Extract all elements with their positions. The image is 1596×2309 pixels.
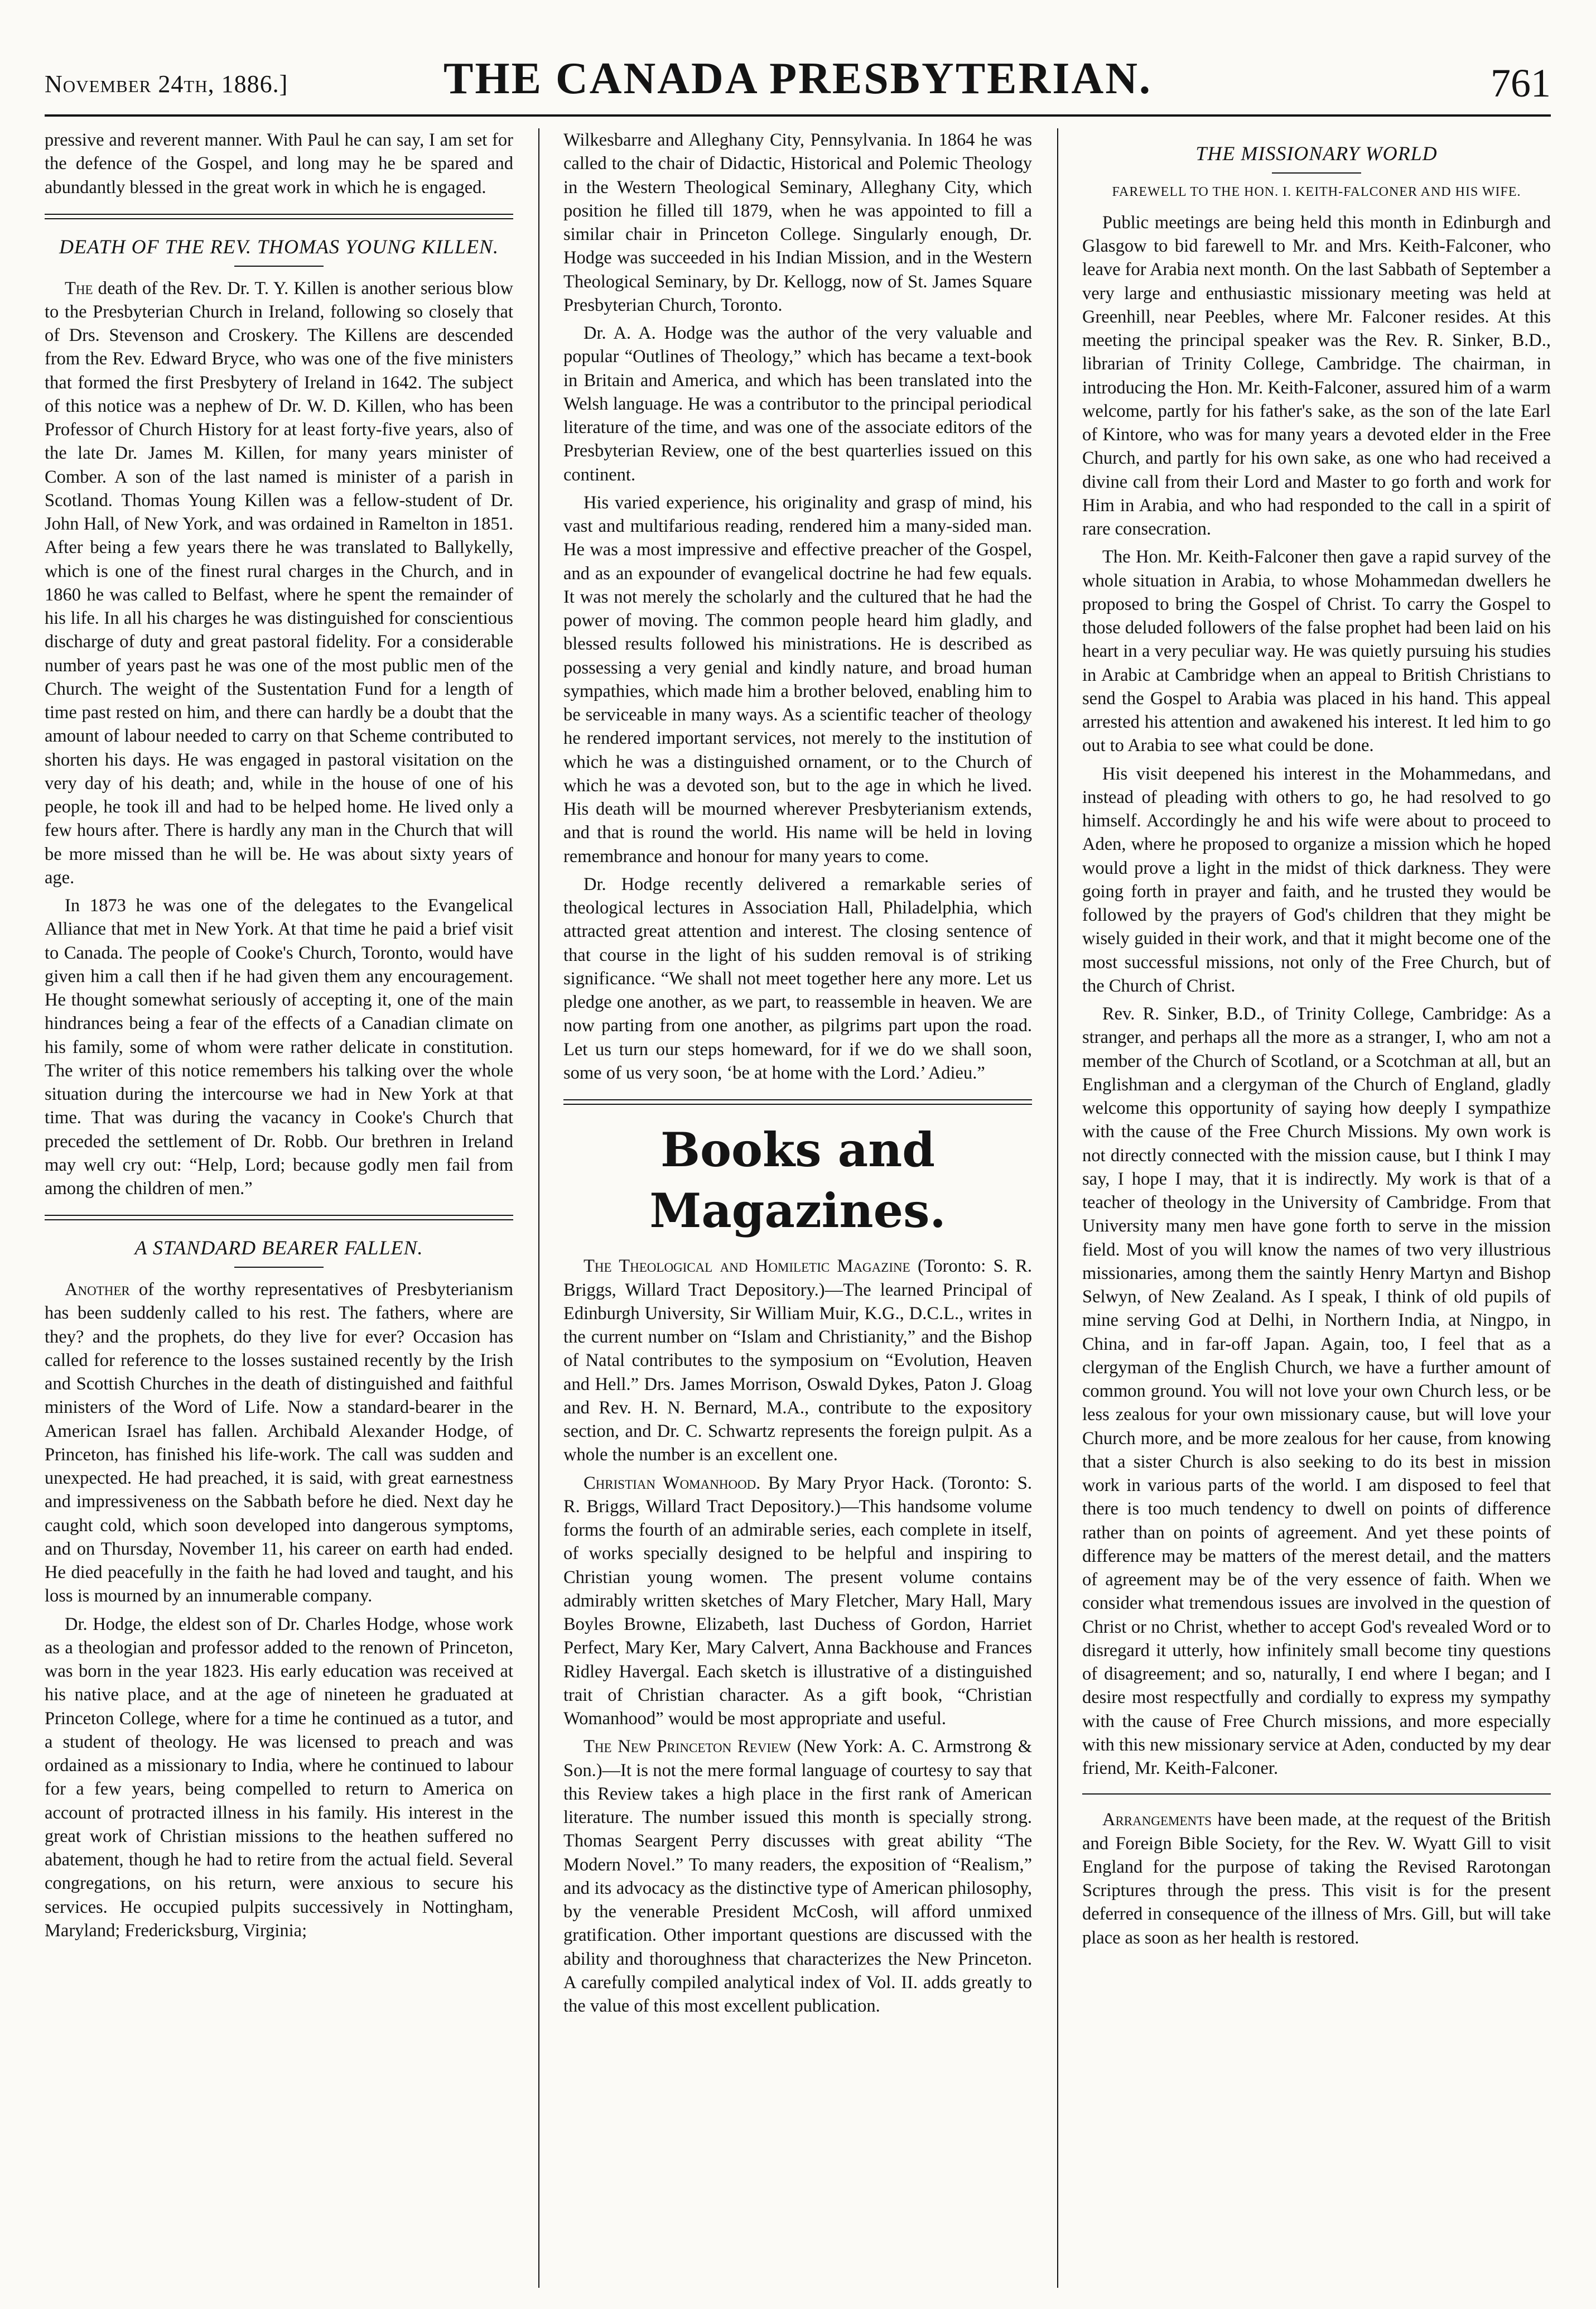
review-body: (Toronto: S. R. Briggs, Willard Tract Depository.)—The learned Principal of Edinburgh University, Sir William Muir, K.G., D.C.L., writes in the current number on “Islam and Christianity,” and the Bishop of Natal contributes to the symposium on “Evolution, Heaven and Hell.” Drs. James Morrison, Oswald Dykes, Paton J. Gloag and Rev. H. N. Bernard, M.A., contribute to the expository section, and Dr. C. Schwartz represents the foreign pulpit. As a whole the number is an excellent one. <box>563 1256 1032 1465</box>
review-paragraph <box>563 1471 1032 1731</box>
article-paragraph: His visit deepened his interest in the Mohammedans, and instead of pleading with others to go, he had resolved to go himself. Accordingly he and his wife were about to proceed to Aden, where he proposed to organize a mission which he hoped would prove a light in the midst of thick darkness. They were going forth in prayer and faith, and he trusted they would be followed by the prayers of God's children that they might be wisely guided in their work, and that it might become one of the most successful missions, not only of the Free Church, but of the Church of Christ. <box>1082 763 1551 996</box>
page-number: 761 <box>1491 61 1551 105</box>
article-carryover: pressive and reverent manner. With Paul he can say, I am set for the defence of the Gospel, and long may he be spared and abundantly blessed in the great work in which he is engaged. <box>45 130 513 198</box>
section-divider <box>563 1099 1032 1105</box>
masthead-rule <box>45 114 1551 117</box>
article-paragraph: Rev. R. Sinker, B.D., of Trinity College, Cambridge: As a stranger, and perhaps all the more as a stranger, I, who am not a member of the Church of Scotland, or a Scotchman at all, but an Englishman and a clergyman of the Church of England, gladly welcome this opportunity of saying how deeply I sympathize with the cause of the Free Church Missions. My own work is not directly connected with the mission cause, but I think I may say, I hope I may, that it is indirectly. My work is that of a teacher of theology in the University of Cambridge. From that University many men have gone forth to serve in the mission field. Most of you will know the names of two very illustrious missionaries, among them the saintly Henry Martyn and Bishop Selwyn, of New Zealand. As I speak, I think of old pupils of mine serving God at Delhi, in Northern India, at Ningpo, in China, and in far-off Japan. Again, too, I feel that as a clergyman of the English Church, we have a further amount of common ground. You will not love your own Church less, or be less zealous for your own missionary cause, but will love your Church more, and be more zealous for her cause, from knowing that a sister Church is also seeking to do its best in mission work in various parts of the world. I am disposed to feel that there is too much tendency to dwell on points of difference rather than on points of agreement. And yet these points of difference may be matters of the merest detail, and the matters of agreement may be of the very essence of faith. When we consider what tremendous issues are involved in the question of Christ or no Christ, whether to accept God's revealed Word or to disregard it utterly, how infinitely small become tiny questions of disagreement; and so, naturally, I end where I began; and I desire most respectfully and cordially to express my sympathy with the cause of Free Church missions, and more especially with this new missionary service at Aden, conducted by my dear friend, Mr. Keith-Falconer. <box>1082 1004 1551 1779</box>
paragraph-lead: The <box>65 278 93 299</box>
column-divider <box>1057 128 1058 2288</box>
article-subheading: FAREWELL TO THE HON. I. KEITH-FALCONER AND HIS WIFE. <box>1112 184 1521 199</box>
article-paragraph: Dr. A. A. Hodge was the author of the very valuable and popular “Outlines of Theology,” which has became a text-book in Britain and America, and which has been translated into the Welsh language. He was a contributor to the principal periodical literature of the time, and was one of the associate editors of the Presbyterian Review, one of the best quarterlies issued on this continent. <box>563 323 1032 485</box>
article-paragraph: Wilkesbarre and Alleghany City, Pennsylvania. In 1864 he was called to the chair of Didactic, Historical and Polemic Theology in the Western Theological Seminary, Alleghany City, which position he filled till 1879, when he was appointed to fill a similar chair in Princeton College. Singularly enough, Dr. Hodge was succeeded in his Indian Mission, and in the Western Theological Seminary, by Dr. Kellogg, now of St. James Square Presbyterian Church, Toronto. <box>563 130 1032 315</box>
paragraph-lead: Arrangements <box>1102 1810 1212 1830</box>
review-body: (New York: A. C. Armstrong & Son.)—It is not the mere formal language of courtesy to say that this Review takes a high place in the first rank of American literature. The number issued this month is specially strong. Thomas Seargent Perry discusses with great ability “The Modern Novel.” To many readers, the exposition of “Realism,” and its advocacy as the distinctive type of American philosophy, by the venerable President McCosh, will afford unmixed gratification. Other important questions are discussed with the ability and thoroughness that characterizes the New Princeton. A carefully compiled analytical index of Vol. II. adds greatly to the value of this most excellent publication. <box>563 1736 1032 2017</box>
article-headline-killen: DEATH OF THE REV. THOMAS YOUNG KILLEN. <box>59 235 499 258</box>
paragraph-body: death of the Rev. Dr. T. Y. Killen is another serious blow to the Presbyterian Church in Ireland, following so closely that of Drs. Stevenson and Croskery. The Killens are descended from the Rev. Edward Bryce, who was one of the five ministers that formed the first Presbytery of Ireland in 1642. The subject of this notice was a nephew of Dr. W. D. Killen, who has been Professor of Church History for at least forty-five years, also of the late Dr. James M. Killen, for many years minister of Comber. A son of the last named is minister of a parish in Scotland. Thomas Young Killen was a fellow-student of Dr. John Hall, of New York, and was ordained in Ramelton in 1851. After being a few years there he was translated to Ballykelly, which is one of the finest rural charges in the Church, and in 1860 he was called to Belfast, where he spent the remainder of his life. In all his charges he was distinguished for conscientious discharge of duty and great pastoral fidelity. For a considerable number of years past he was one of the most public men of the Church. The weight of the Sustentation Fund for a length of time past rested on him, and there can hardly be a doubt that the amount of labour needed to carry on that Scheme contributed to shorten his days. He was engaged in pastoral visitation on the very day of his death; and, while in the house of one of his people, he took ill and had to be helped home. He lived only a few hours after. There is hardly any man in the Church that will be more missed than he will be. He was about sixty years of age. <box>45 278 513 888</box>
review-title: Christian Womanhood. <box>584 1473 761 1493</box>
section-divider <box>45 1215 513 1220</box>
paragraph-body: have been made, at the request of the British and Foreign Bible Society, for the Rev. W. Wyatt Gill to visit England for the purpose of taking the Revised Rarotongan Scriptures through the press. This visit is for the present deferred in consequence of the illness of Mrs. Gill, but will take place as soon as her health is restored. <box>1082 1810 1551 1948</box>
article-paragraph: The Hon. Mr. Keith-Falconer then gave a rapid survey of the whole situation in Arabia, to whose Mohammedan dwellers he proposed to bring the Gospel of Christ. To carry the Gospel to those deluded followers of the false prophet had been laid on his heart in a very peculiar way. He was quietly pursuing his studies in Arabic at Cambridge when an appeal to British Christians to send the Gospel to Arabia was placed in his hand. This appeal arrested his attention and awakened his interest. It led him to go out to Arabia to see what could be done. <box>1082 547 1551 756</box>
paragraph-body: of the worthy representatives of Presbyterianism has been suddenly called to his rest. The fathers, where are they? and the prophets, do they live for ever? Occasion has called for reference to the losses sustained recently by the Irish and Scottish Churches in the death of distinguished and faithful ministers of the Word of Life. Now a standard-bearer in the American Israel has fallen. Archibald Alexander Hodge, of Princeton, has finished his life-work. The call was sudden and unexpected. He had preached, it is said, with great earnestness and impressiveness on the Sabbath before he died. Next day he caught cold, which soon developed into dangerous symptoms, and on Thursday, November 11, his career on earth had ended. He died peacefully in the faith he had loved and taught, and his loss is mourned by an innumerable company. <box>45 1279 513 1606</box>
article-paragraph: Dr. Hodge, the eldest son of Dr. Charles Hodge, whose work as a theologian and professor added to the renown of Princeton, was born in the year 1823. His early education was received at his native place, and at the age of nineteen he graduated at Princeton College, where for a time he continued as a tutor, and a student of theology. He was licensed to preach and was ordained as a missionary to India, where he continued to labour for a few years, being compelled to return to America on account of protracted illness in his family. His interest in the great work of Christian missions to the heathen suffered no abatement, though he had to retire from the actual field. Several congregations, on his return, were anxious to secure his services. He occupied pulpits successively in Nottingham, Maryland; Fredericksburg, Virginia; <box>45 1614 513 1941</box>
article-paragraph <box>45 277 513 890</box>
masthead <box>45 50 1551 112</box>
headline-rule <box>1272 172 1361 174</box>
headline-rule <box>234 266 324 267</box>
issue-date: November 24th, 1886.] <box>45 70 288 98</box>
missionary-world-headline: THE MISSIONARY WORLD <box>1195 142 1438 165</box>
column-right <box>1082 128 1551 2288</box>
article-paragraph: Public meetings are being held this month in Edinburgh and Glasgow to bid farewell to Mr. and Mrs. Keith-Falconer, who leave for Arabia next month. On the last Sabbath of September a very large and enthusiastic missionary meeting was held at Greenhill, near Peebles, where Mr. Falconer resides. At this meeting the principal speaker was the Rev. R. Sinker, B.D., librarian of Trinity College, Cambridge. The chairman, in introducing the Hon. Mr. Keith-Falconer, assured him of a warm welcome, partly for his father's sake, as the son of the late Earl of Kintore, who was for many years a devoted elder in the Free Church, and partly for his own sake, as one who had received a divine call from their Lord and Master to go forth and work for Him in Arabia, and who had responded to the call in a spirit of rare consecration. <box>1082 212 1551 540</box>
article-paragraph: His varied experience, his originality and grasp of mind, his vast and multifarious reading, rendered him a many-sided man. He was a most impressive and effective preacher of the Gospel, and as an expounder of evangelical doctrine he had few equals. It was not merely the scholarly and the cultured that he had the power of moving. The common people heard him gladly, and blessed results followed his ministrations. He is described as possessing a very genial and kindly nature, and broad human sympathies, which made him a brother beloved, enabling him to be serviceable in many ways. As a scientific teacher of theology he rendered important services, not merely to the institution of which he was a distinguished ornament, or to the Church of which he was a devoted son, but to the age in which he lived. His death will be mourned wherever Presbyterianism extends, and that is round the world. His name will be held in loving remembrance and honour for many years to come. <box>563 492 1032 867</box>
article-headline-hodge: A STANDARD BEARER FALLEN. <box>134 1237 423 1259</box>
review-title: The New Princeton Review <box>584 1736 791 1757</box>
review-paragraph <box>563 1735 1032 2018</box>
column-left <box>45 128 513 2288</box>
review-title: The Theological and Homiletic Magazine <box>584 1256 910 1277</box>
article-paragraph: In 1873 he was one of the delegates to the Evangelical Alliance that met in New York. At that time he paid a brief visit to Canada. The people of Cooke's Church, Toronto, would have given him a call then if he had given them any encouragement. He thought somewhat seriously of accepting it, one of the main hindrances being a fear of the effects of a Canadian climate on his family, some of whom were rather delicate in constitution. The writer of this notice remembers his talking over the whole situation during the intercourse we had in New York at that time. That was during the vacancy in Cooke's Church that preceded the settlement of Dr. Robb. Our brethren in Ireland may well cry out: “Help, Lord; because godly men fail from among the children of men.” <box>45 896 513 1199</box>
section-divider <box>1082 1793 1551 1795</box>
review-body: By Mary Pryor Hack. (Toronto: S. R. Briggs, Willard Tract Depository.)—This handsome volume forms the fourth of an admirable series, each complete in itself, of works specially designed to be helpful and inspiring to Christian young women. The present volume contains admirably written sketches of Mary Fletcher, Mary Hall, Mary Boyles Browne, Elizabeth, last Duchess of Gordon, Harriet Perfect, Mary Ker, Mary Calvert, Anna Backhouse and Frances Ridley Havergal. Each sketch is illustrative of a distinguished trait of Christian character. As a gift book, “Christian Womanhood” would be most appropriate and useful. <box>563 1473 1032 1729</box>
newspaper-title: THE CANADA PRESBYTERIAN. <box>443 54 1152 103</box>
article-paragraph <box>1082 1808 1551 1950</box>
review-paragraph <box>563 1254 1032 1466</box>
column-middle <box>563 128 1032 2288</box>
paragraph-lead: Another <box>65 1279 130 1300</box>
article-paragraph <box>45 1278 513 1608</box>
section-divider <box>45 214 513 219</box>
column-divider <box>538 128 539 2288</box>
article-paragraph: Dr. Hodge recently delivered a remarkable series of theological lectures in Association Hall, Philadelphia, which attracted great attention and interest. The closing sentence of that course in the light of his sudden removal is of striking significance. “We shall not meet together here any more. Let us pledge one another, as we part, to reassemble in heaven. We are now parting from one another, as pilgrims part upon the road. Let us turn our steps homeward, for if we do we shall soon, some of us very soon, ‘be at home with the Lord.’ Adieu.” <box>563 874 1032 1083</box>
headline-rule <box>234 1267 324 1268</box>
books-and-magazines-banner: Books and Magazines. <box>649 1122 946 1239</box>
